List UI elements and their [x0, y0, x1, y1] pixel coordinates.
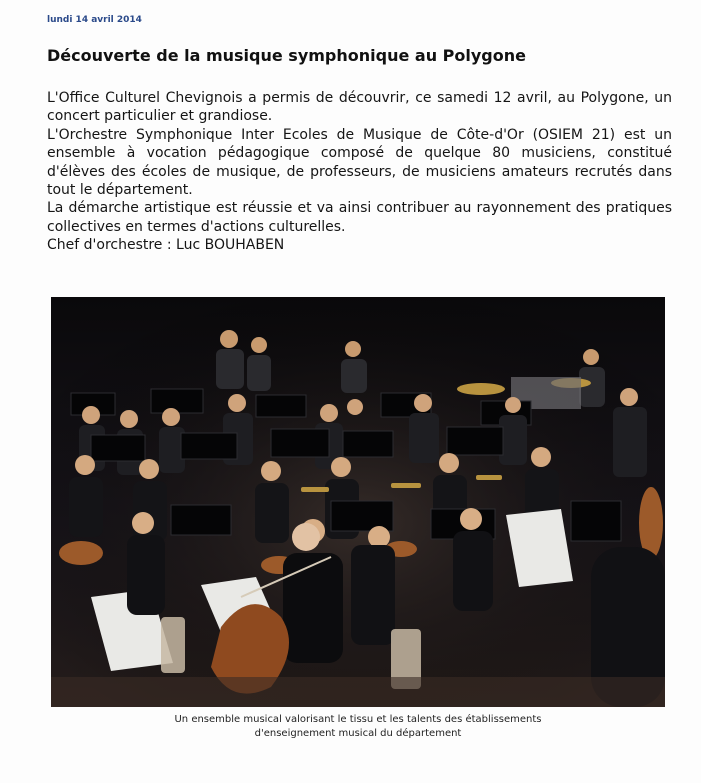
- paragraph-intro: L'Office Culturel Chevignois a permis de découvrir, ce samedi 12 avril, au Polygone, un concert particulier et grandiose.: [47, 90, 672, 125]
- orchestra-illustration: [51, 297, 665, 707]
- paragraph-artistic: La démarche artistique est réussie et va ainsi contribuer au rayonnement des pratiques collectives en termes d'actions culturelles.: [47, 200, 672, 235]
- paragraph-conductor: Chef d'orchestre : Luc BOUHABEN: [47, 237, 285, 254]
- article-date: lundi 14 avril 2014: [47, 15, 142, 25]
- photo-caption-line-1: Un ensemble musical valorisant le tissu et les talents des établissements: [174, 714, 542, 725]
- article-title: Découverte de la musique symphonique au Polygone: [47, 46, 526, 65]
- orchestra-photo: [51, 297, 665, 707]
- article-body: [47, 89, 672, 255]
- photo-caption: [51, 713, 665, 741]
- paragraph-orchestra: L'Orchestre Symphonique Inter Ecoles de Musique de Côte-d'Or (OSIEM 21) est un ensemble à vocation pédagogique composé de quelque 80 musiciens, constitué d'élèves des écoles de musique, de professeurs, de musiciens amateurs recrutés dans tout le département.: [47, 126, 672, 199]
- photo-caption-line-2: d'enseignement musical du département: [254, 728, 462, 739]
